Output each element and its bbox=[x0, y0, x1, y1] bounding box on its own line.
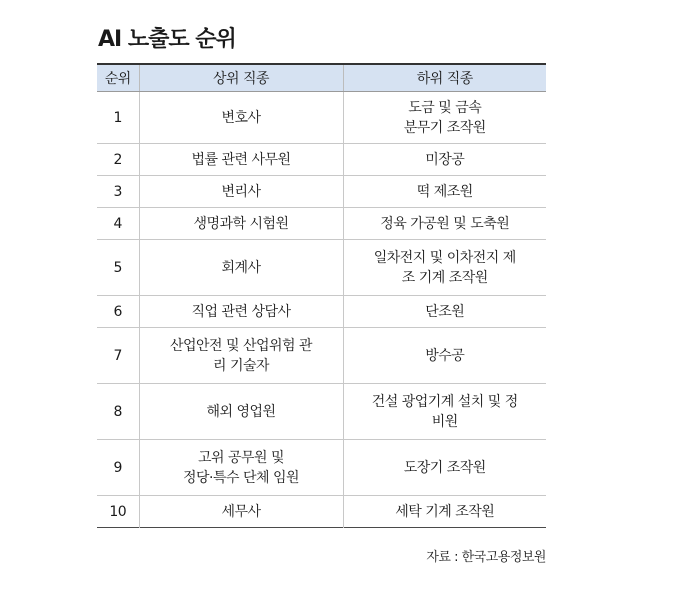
rank-cell: 4 bbox=[97, 208, 139, 240]
lower-occupation-cell: 도장기 조작원 bbox=[343, 440, 546, 496]
rank-cell: 6 bbox=[97, 296, 139, 328]
table-row bbox=[97, 496, 546, 528]
table-row bbox=[97, 176, 546, 208]
table-row bbox=[97, 240, 546, 296]
cell-line: 조 기계 조작원 bbox=[401, 269, 488, 286]
cell-line: 정당·특수 단체 임원 bbox=[182, 469, 300, 486]
rank-cell: 3 bbox=[97, 176, 139, 208]
cell-line: 고위 공무원 및 bbox=[197, 449, 285, 466]
cell-line: 비원 bbox=[431, 413, 458, 430]
upper-occupation-cell: 변호사 bbox=[139, 92, 343, 144]
rank-cell: 7 bbox=[97, 328, 139, 384]
upper-occupation-cell: 법률 관련 사무원 bbox=[139, 144, 343, 176]
header-upper-occupation: 상위 직종 bbox=[139, 64, 343, 92]
table-row bbox=[97, 328, 546, 384]
upper-occupation-cell: 직업 관련 상담사 bbox=[139, 296, 343, 328]
cell-line: 도금 및 금속 bbox=[408, 99, 482, 116]
lower-occupation-cell bbox=[343, 384, 546, 440]
table-row bbox=[97, 440, 546, 496]
table-row bbox=[97, 208, 546, 240]
lower-occupation-cell: 단조원 bbox=[343, 296, 546, 328]
rank-cell: 9 bbox=[97, 440, 139, 496]
upper-occupation-cell: 해외 영업원 bbox=[139, 384, 343, 440]
table-row bbox=[97, 92, 546, 144]
rank-cell: 5 bbox=[97, 240, 139, 296]
lower-occupation-cell: 방수공 bbox=[343, 328, 546, 384]
rank-cell: 1 bbox=[113, 109, 122, 126]
lower-occupation-cell: 떡 제조원 bbox=[343, 176, 546, 208]
lower-occupation-cell: 정육 가공원 및 도축원 bbox=[343, 208, 546, 240]
lower-occupation-cell bbox=[343, 240, 546, 296]
lower-occupation-cell bbox=[343, 92, 546, 144]
cell-line: 분무기 조작원 bbox=[403, 119, 486, 136]
cell-line: 리 기술자 bbox=[212, 357, 270, 374]
rank-cell: 10 bbox=[97, 496, 139, 528]
table-header-row bbox=[97, 64, 546, 92]
table-row bbox=[97, 384, 546, 440]
rank-cell: 2 bbox=[97, 144, 139, 176]
ranking-table bbox=[97, 63, 546, 528]
header-rank: 순위 bbox=[97, 64, 139, 92]
cell-line: 건설 광업기계 설치 및 정 bbox=[371, 393, 518, 410]
lower-occupation-cell: 세탁 기계 조작원 bbox=[343, 496, 546, 528]
upper-occupation-cell bbox=[139, 328, 343, 384]
upper-occupation-cell bbox=[139, 440, 343, 496]
cell-line: 일차전지 및 이차전지 제 bbox=[373, 249, 516, 266]
upper-occupation-cell: 세무사 bbox=[139, 496, 343, 528]
table-row bbox=[97, 296, 546, 328]
cell-line: 산업안전 및 산업위험 관 bbox=[169, 337, 313, 354]
header-lower-occupation: 하위 직종 bbox=[343, 64, 546, 92]
rank-cell: 8 bbox=[97, 384, 139, 440]
source-note: 자료 : 한국고용정보원 bbox=[426, 550, 546, 565]
table-row bbox=[97, 144, 546, 176]
upper-occupation-cell: 회계사 bbox=[139, 240, 343, 296]
lower-occupation-cell: 미장공 bbox=[343, 144, 546, 176]
upper-occupation-cell: 변리사 bbox=[139, 176, 343, 208]
upper-occupation-cell: 생명과학 시험원 bbox=[139, 208, 343, 240]
page-title: AI 노출도 순위 bbox=[98, 27, 236, 52]
